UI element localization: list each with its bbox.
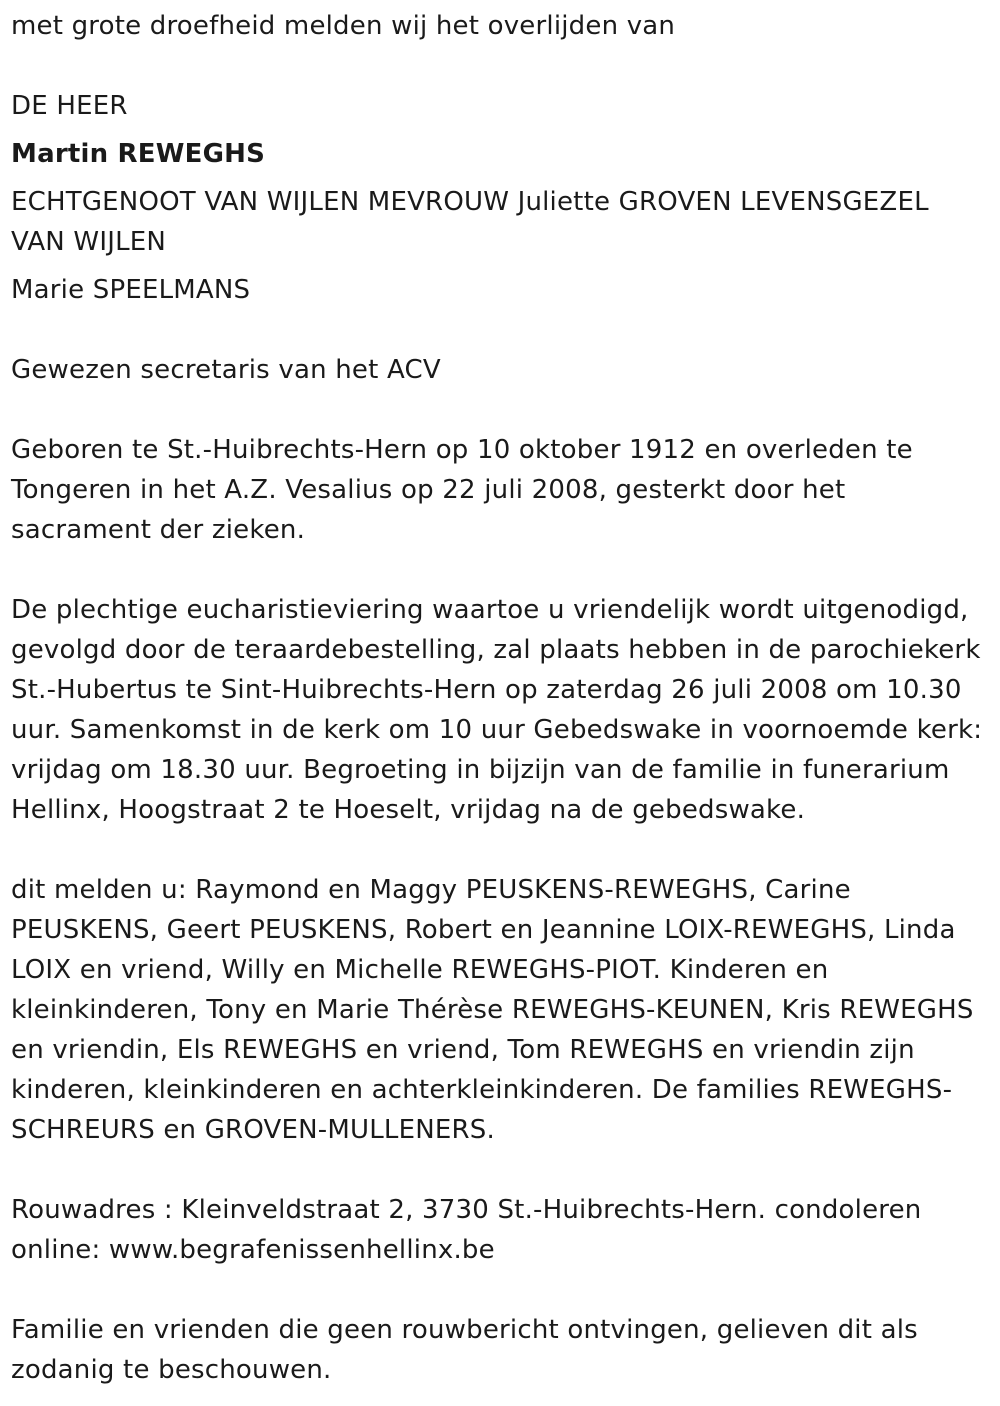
honorific-title: DE HEER — [11, 91, 128, 121]
closing-paragraph: Familie en vrienden die geen rouwbericht ontvingen, gelieven dit als zodanig te beschouwen. — [11, 1315, 918, 1385]
obituary-notice — [11, 6, 991, 1390]
birth-death-paragraph: Geboren te St.-Huibrechts-Hern op 10 oktober 1912 en overleden te Tongeren in het A.Z. Vesalius op 22 juli 2008, gesterkt door het sacrament der zieken. — [11, 435, 913, 545]
deceased-name: Martin REWEGHS — [11, 139, 265, 169]
intro-text: met grote droefheid melden wij het overlijden van — [11, 11, 676, 41]
ceremony-paragraph: De plechtige eucharistieviering waartoe u vriendelijk wordt uitgenodigd, gevolgd door de teraardebestelling, zal plaats hebben in de parochiekerk St.-Hubertus te Sint-Huibrechts-Hern op zaterdag 26 juli 2008 om 10.30 uur. Samenkomst in de kerk om 10 uur Gebedswake in voornoemde kerk: vrijdag om 18.30 uur. Begroeting in bijzijn van de familie in funerarium Hellinx, Hoogstraat 2 te Hoeselt, vrijdag na de gebedswake. — [11, 595, 983, 825]
spouse-line: ECHTGENOOT VAN WIJLEN MEVROUW Juliette GROVEN LEVENSGEZEL VAN WIJLEN — [11, 187, 929, 257]
function-text: Gewezen secretaris van het ACV — [11, 355, 441, 385]
address-paragraph: Rouwadres : Kleinveldstraat 2, 3730 St.-Huibrechts-Hern. condoleren online: www.begrafenissenhellinx.be — [11, 1195, 922, 1265]
family-paragraph: dit melden u: Raymond en Maggy PEUSKENS-REWEGHS, Carine PEUSKENS, Geert PEUSKENS, Robert en Jeannine LOIX-REWEGHS, Linda LOIX en vriend, Willy en Michelle REWEGHS-PIOT. Kinderen en kleinkinderen, Tony en Marie Thérèse REWEGHS-KEUNEN, Kris REWEGHS en vriendin, Els REWEGHS en vriend, Tom REWEGHS en vriendin zijn kinderen, kleinkinderen en achterkleinkinderen. De families REWEGHS-SCHREURS en GROVEN-MULLENERS. — [11, 875, 974, 1145]
partner-name: Marie SPEELMANS — [11, 275, 251, 305]
